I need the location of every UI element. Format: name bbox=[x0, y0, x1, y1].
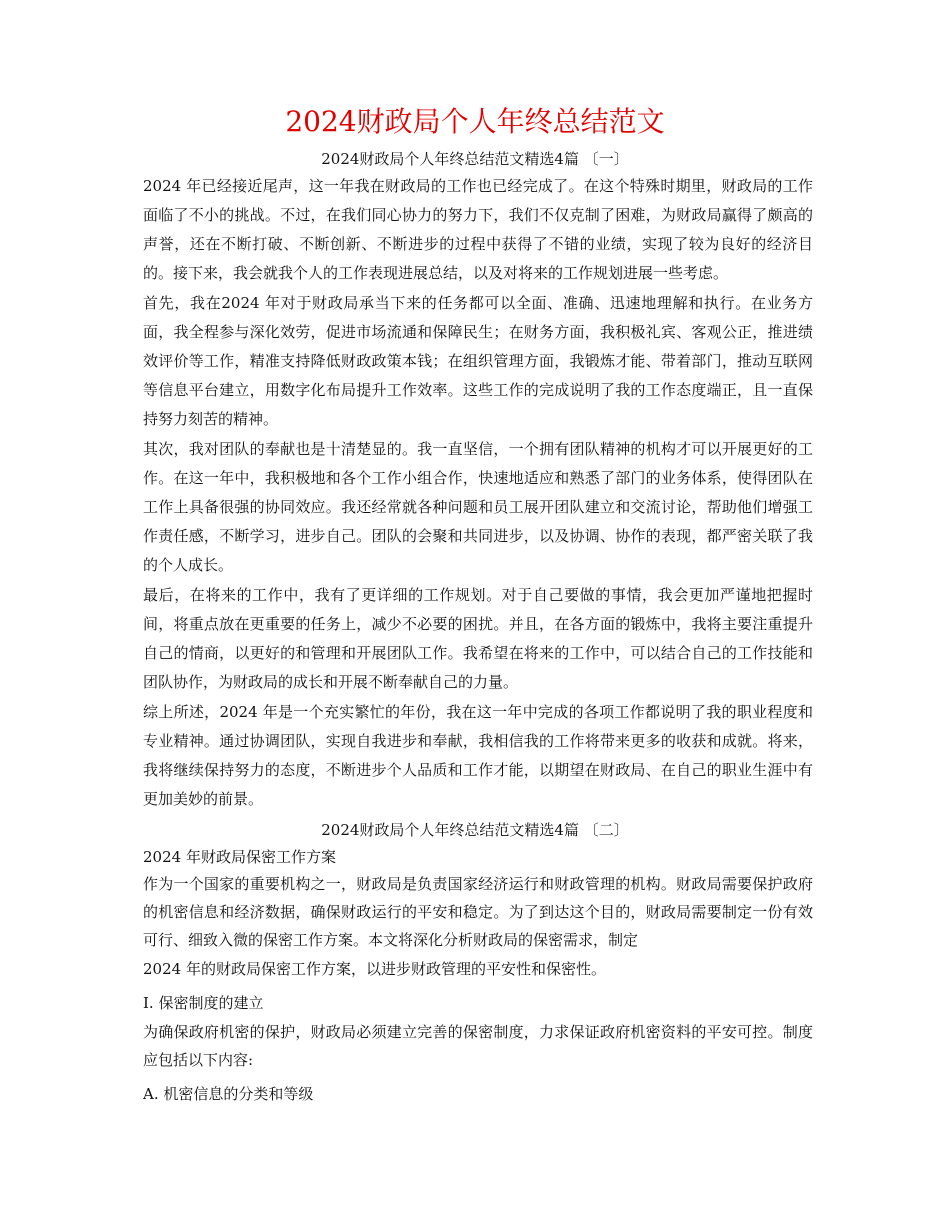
paragraph: 为确保政府机密的保护，财政局必须建立完善的保密制度，力求保证政府机密资料的平安可控。制度应包括以下内容: bbox=[143, 1023, 813, 1069]
section-heading-1: 2024财政局个人年终总结范文精选4篇 〔一〕 bbox=[321, 150, 629, 168]
paragraph: 最后，在将来的工作中，我有了更详细的工作规划。对于自己要做的事情，我会更加严谨地把握时间，将重点放在更重要的任务上，减少不必要的困扰。并且，在各方面的锻炼中，我将主要注重提升自己的情商，以更好的和管理和开展团队工作。我希望在将来的工作中，可以结合自己的工作技能和团队协作，为财政局的成长和开展不断奉献自己的力量。 bbox=[143, 586, 813, 691]
section-1-body bbox=[143, 172, 813, 814]
paragraph: 2024 年的财政局保密工作方案，以进步财政管理的平安性和保密性。 bbox=[143, 960, 606, 978]
section-heading-2: 2024财政局个人年终总结范文精选4篇 〔二〕 bbox=[321, 821, 629, 839]
paragraph: 其次，我对团队的奉献也是十清楚显的。我一直坚信，一个拥有团队精神的机构才可以开展更好的工作。在这一年中，我积极地和各个工作小组合作，快速地适应和熟悉了部门的业务体系，使得团队在工作上具备很强的协同效应。我还经常就各种问题和员工展开团队建立和交流讨论，帮助他们增强工作责任感，不断学习，进步自己。团队的会聚和共同进步，以及协调、协作的表现，都严密关联了我的个人成长。 bbox=[143, 440, 813, 574]
paragraph: 综上所述，2024 年是一个充实繁忙的年份，我在这一年中完成的各项工作都说明了我的职业程度和专业精神。通过协调团队，实现自我进步和奉献，我相信我的工作将带来更多的收获和成就。将来，我将继续保持努力的态度，不断进步个人品质和工作才能，以期望在财政局、在自己的职业生涯中有更加美妙的前景。 bbox=[143, 703, 813, 808]
plan-title: 2024 年财政局保密工作方案 bbox=[143, 848, 336, 866]
list-subheading: A. 机密信息的分类和等级 bbox=[143, 1085, 314, 1103]
section-2-body bbox=[143, 845, 813, 1108]
paragraph: 作为一个国家的重要机构之一，财政局是负责国家经济运行和财政管理的机构。财政局需要保护政府的机密信息和经济数据，确保财政运行的平安和稳定。为了到达这个目的，财政局需要制定一份有效可行、细致入微的保密工作方案。本文将深化分析财政局的保密需求，制定 bbox=[143, 875, 813, 949]
document-title: 2024财政局个人年终总结范文 bbox=[285, 105, 665, 138]
paragraph: 首先，我在2024 年对于财政局承当下来的任务都可以全面、准确、迅速地理解和执行。在业务方面，我全程参与深化效劳，促进市场流通和保障民生；在财务方面，我积极礼宾、客观公正，推进绩效评价等工作，精准支持降低财政政策本钱；在组织管理方面，我锻炼才能、带着部门，推动互联网等信息平台建立，用数字化布局提升工作效率。这些工作的完成说明了我的工作态度端正，且一直保持努力刻苦的精神。 bbox=[143, 294, 813, 428]
paragraph: 2024 年已经接近尾声，这一年我在财政局的工作也已经完成了。在这个特殊时期里，财政局的工作面临了不小的挑战。不过，在我们同心协力的努力下，我们不仅克制了困难，为财政局赢得了颇高的声誉，还在不断打破、不断创新、不断进步的过程中获得了不错的业绩，实现了较为良好的经济目的。接下来，我会就我个人的工作表现进展总结，以及对将来的工作规划进展一些考虑。 bbox=[143, 177, 813, 282]
list-heading: I. 保密制度的建立 bbox=[143, 994, 264, 1012]
